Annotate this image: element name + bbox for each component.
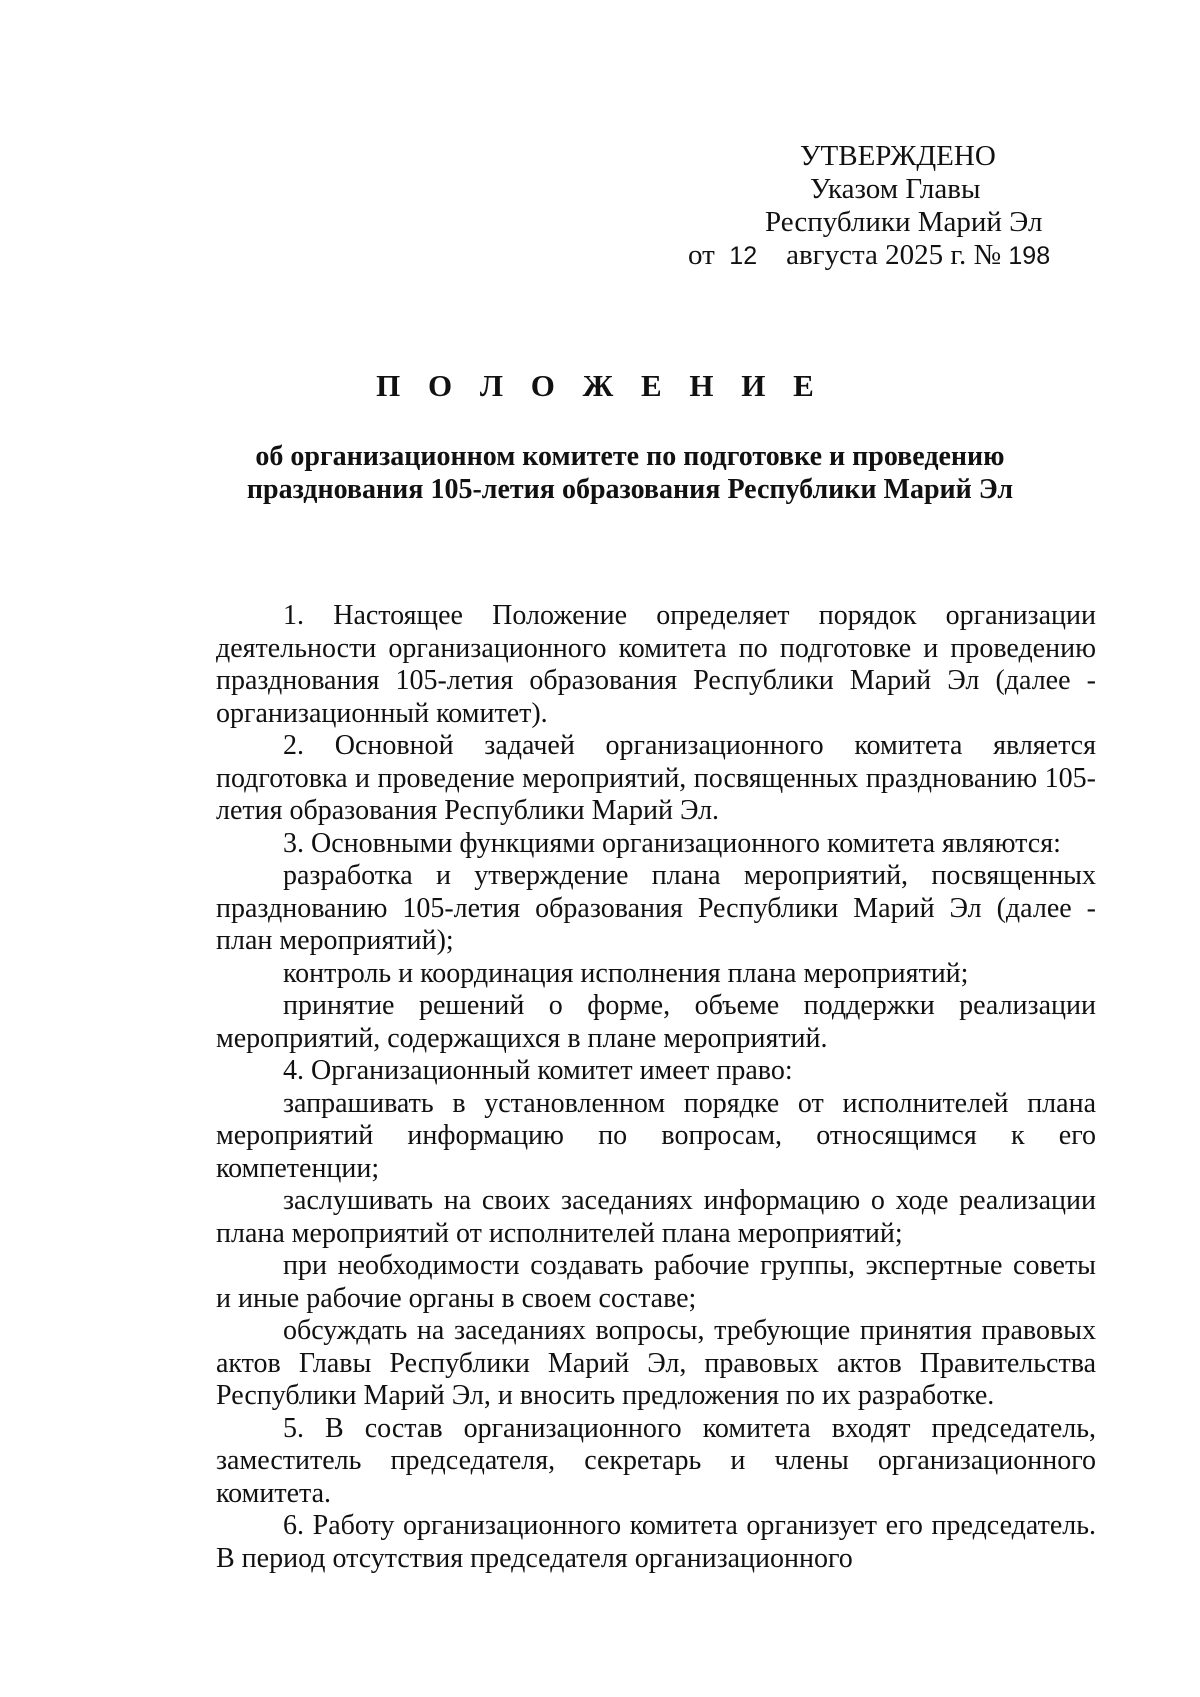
approval-status: УТВЕРЖДЕНО	[800, 140, 996, 172]
paragraph-2: 2. Основной задачей организационного комитета является подготовка и проведение мероприятий, посвященных празднованию 105-летия образования Республики Марий Эл.	[216, 730, 1096, 826]
approval-number: 198	[1008, 242, 1051, 270]
subtitle-line-1: об организационном комитете по подготовке и проведению	[255, 441, 1005, 472]
approval-month-year: августа 2025 г. №	[786, 239, 1002, 271]
paragraph-3-item-2: контроль и координация исполнения плана мероприятий;	[283, 957, 969, 989]
document-subtitle	[200, 440, 1060, 506]
paragraph-4-item-1: запрашивать в установленном порядке от исполнителей плана мероприятий информацию по вопросам, относящимся к его компетенции;	[216, 1087, 1096, 1184]
document-title: П О Л О Ж Е Н И Е	[376, 368, 824, 403]
paragraph-4-item-4: обсуждать на заседаниях вопросы, требующие принятия правовых актов Главы Республики Марий Эл, правовых актов Правительства Республики Марий Эл, и вносить предложения по их разработке.	[216, 1315, 1096, 1411]
approval-day: 12	[729, 242, 758, 270]
approval-by: Указом Главы	[810, 173, 981, 205]
document-body	[216, 600, 1096, 1575]
approval-date-line	[688, 239, 1060, 273]
approval-authority: Республики Марий Эл	[765, 206, 1043, 238]
approval-block	[688, 140, 1060, 273]
paragraph-3: 3. Основными функциями организационного комитета являются:	[283, 827, 1061, 859]
paragraph-4-item-3: при необходимости создавать рабочие группы, экспертные советы и иные рабочие органы в своем составе;	[216, 1250, 1096, 1314]
paragraph-3-item-1: разработка и утверждение плана мероприятий, посвященных празднованию 105-летия образования Республики Марий Эл (далее - план мероприятий);	[216, 860, 1096, 956]
subtitle-line-2: празднования 105-летия образования Республики Марий Эл	[246, 474, 1014, 505]
approval-date-prefix: от	[688, 239, 715, 271]
paragraph-1: 1. Настоящее Положение определяет порядок организации деятельности организационного комитета по подготовке и проведению празднования 105-летия образования Республики Марий Эл (далее - организационный комитет).	[216, 600, 1096, 729]
paragraph-6: 6. Работу организационного комитета организует его председатель. В период отсутствия председателя организационного	[216, 1510, 1096, 1574]
paragraph-3-item-3: принятие решений о форме, объеме поддержки реализации мероприятий, содержащихся в плане мероприятий.	[216, 990, 1096, 1054]
paragraph-4: 4. Организационный комитет имеет право:	[283, 1055, 793, 1086]
paragraph-5: 5. В состав организационного комитета входят председатель, заместитель председателя, секретарь и члены организационного комитета.	[216, 1412, 1096, 1509]
paragraph-4-item-2: заслушивать на своих заседаниях информацию о ходе реализации плана мероприятий от исполнителей плана мероприятий;	[216, 1185, 1096, 1249]
